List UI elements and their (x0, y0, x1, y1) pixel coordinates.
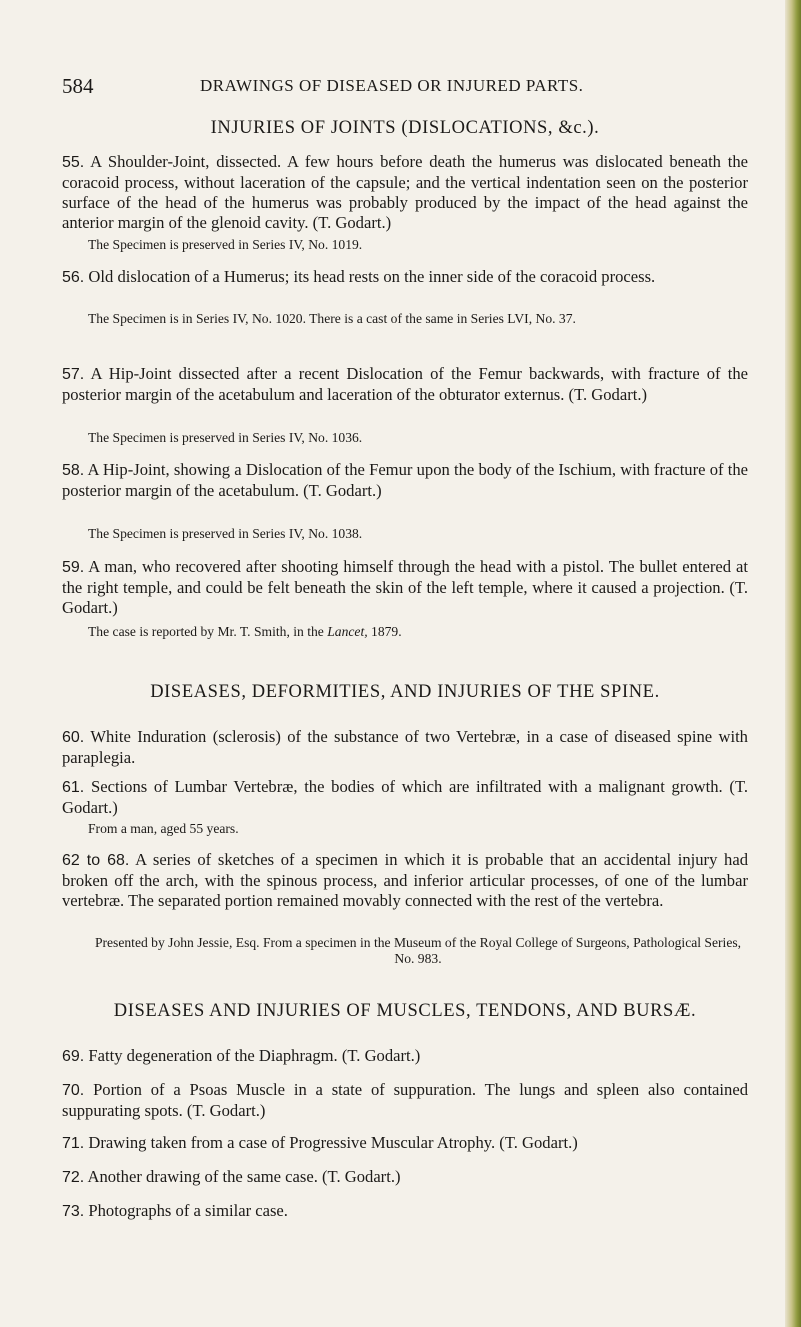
entry-text: A Shoulder-Joint, dissected. A few hours before death the humerus was dislocated beneath the coracoid process, without laceration of the capsule; and the vertical indentation seen on the posterior surface of the head of the humerus was probably produced by the impact of the head against the anterior margin of the glenoid cavity. (T. Godart.) (62, 152, 748, 232)
entry-number: 56. (62, 269, 85, 286)
entry-number: 61. (62, 779, 85, 796)
entry-text: Drawing taken from a case of Progressive Muscular Atrophy. (T. Godart.) (88, 1133, 578, 1152)
page-edge (785, 0, 801, 1327)
note-57: The Specimen is preserved in Series IV, No. 1036. (88, 430, 363, 445)
note-56: The Specimen is in Series IV, No. 1020. There is a cast of the same in Series LVI, No. 37. (88, 311, 576, 326)
entry-number: 72. (62, 1169, 85, 1186)
section-title-spine: DISEASES, DEFORMITIES, AND INJURIES OF THE SPINE. (150, 682, 660, 702)
entry-61 (62, 777, 748, 818)
entry-73 (62, 1201, 748, 1222)
entry-number: 55. (62, 154, 85, 171)
entry-text: Old dislocation of a Humerus; its head rests on the inner side of the coracoid process. (88, 267, 656, 286)
entry-text: A Hip-Joint, showing a Dislocation of the Femur upon the body of the Ischium, with fracture of the posterior margin of the acetabulum. (T. Godart.) (62, 460, 749, 500)
entry-60 (62, 727, 748, 768)
note-62-68: Presented by John Jessie, Esq. From a specimen in the Museum of the Royal College of Surgeons, Pathological Series, No. 983. (94, 935, 742, 966)
running-title: DRAWINGS OF DISEASED OR INJURED PARTS. (200, 76, 584, 95)
entry-62-68 (62, 850, 748, 911)
note-text: The case is reported by Mr. T. Smith, in the (88, 624, 328, 639)
note-55: The Specimen is preserved in Series IV, No. 1019. (88, 237, 363, 252)
entry-text: White Induration (sclerosis) of the substance of two Vertebræ, in a case of diseased spine with paraplegia. (62, 727, 748, 767)
entry-number: 69. (62, 1048, 85, 1065)
entry-text: A series of sketches of a specimen in which it is probable that an accidental injury had broken off the arch, with the spinous process, and inferior articular processes, of one of the lumbar vertebræ. The separated portion remained movably connected with the rest of the vertebra. (62, 850, 749, 910)
section-title-joints: INJURIES OF JOINTS (DISLOCATIONS, &c.). (210, 118, 600, 138)
page-header (62, 74, 762, 104)
entry-number: 73. (62, 1203, 85, 1220)
note-year: 1879. (367, 624, 402, 639)
entry-number: 57. (62, 366, 85, 383)
entry-59 (62, 557, 748, 618)
entry-text: A Hip-Joint dissected after a recent Dislocation of the Femur backwards, with fracture of the posterior margin of the acetabulum and laceration of the obturator externus. (T. Godart.) (62, 364, 748, 404)
note-journal: Lancet, (327, 624, 368, 639)
entry-text: Portion of a Psoas Muscle in a state of suppuration. The lungs and spleen also contained suppurating spots. (T. Godart.) (62, 1080, 748, 1120)
entry-text: A man, who recovered after shooting himself through the head with a pistol. The bullet entered at the right temple, and could be felt beneath the skin of the left temple, where it caused a projection. (T. Godart.) (62, 557, 748, 617)
entry-number: 71. (62, 1135, 85, 1152)
entry-text: Fatty degeneration of the Diaphragm. (T. Godart.) (88, 1046, 421, 1065)
entry-number: 59. (62, 559, 85, 576)
entry-number: 70. (62, 1082, 85, 1099)
entry-57 (62, 364, 748, 405)
note-58: The Specimen is preserved in Series IV, No. 1038. (88, 526, 363, 541)
entry-number: 62 to 68. (62, 852, 130, 869)
entry-number: 58. (62, 462, 85, 479)
entry-69 (62, 1046, 748, 1067)
section-title-muscles: DISEASES AND INJURIES OF MUSCLES, TENDONS, AND BURSÆ. (113, 1001, 697, 1021)
entry-71 (62, 1133, 748, 1154)
entry-text: Photographs of a similar case. (88, 1201, 288, 1220)
entry-number: 60. (62, 729, 85, 746)
page-number: 584 (62, 74, 94, 98)
note-61: From a man, aged 55 years. (88, 821, 239, 836)
entry-58 (62, 460, 748, 501)
entry-text: Sections of Lumbar Vertebræ, the bodies of which are infiltrated with a malignant growth. (T. Godart.) (62, 777, 749, 817)
entry-55 (62, 152, 748, 233)
entry-72 (62, 1167, 748, 1188)
entry-56 (62, 267, 748, 288)
entry-70 (62, 1080, 748, 1121)
note-59 (88, 624, 748, 640)
entry-text: Another drawing of the same case. (T. Godart.) (87, 1167, 401, 1186)
